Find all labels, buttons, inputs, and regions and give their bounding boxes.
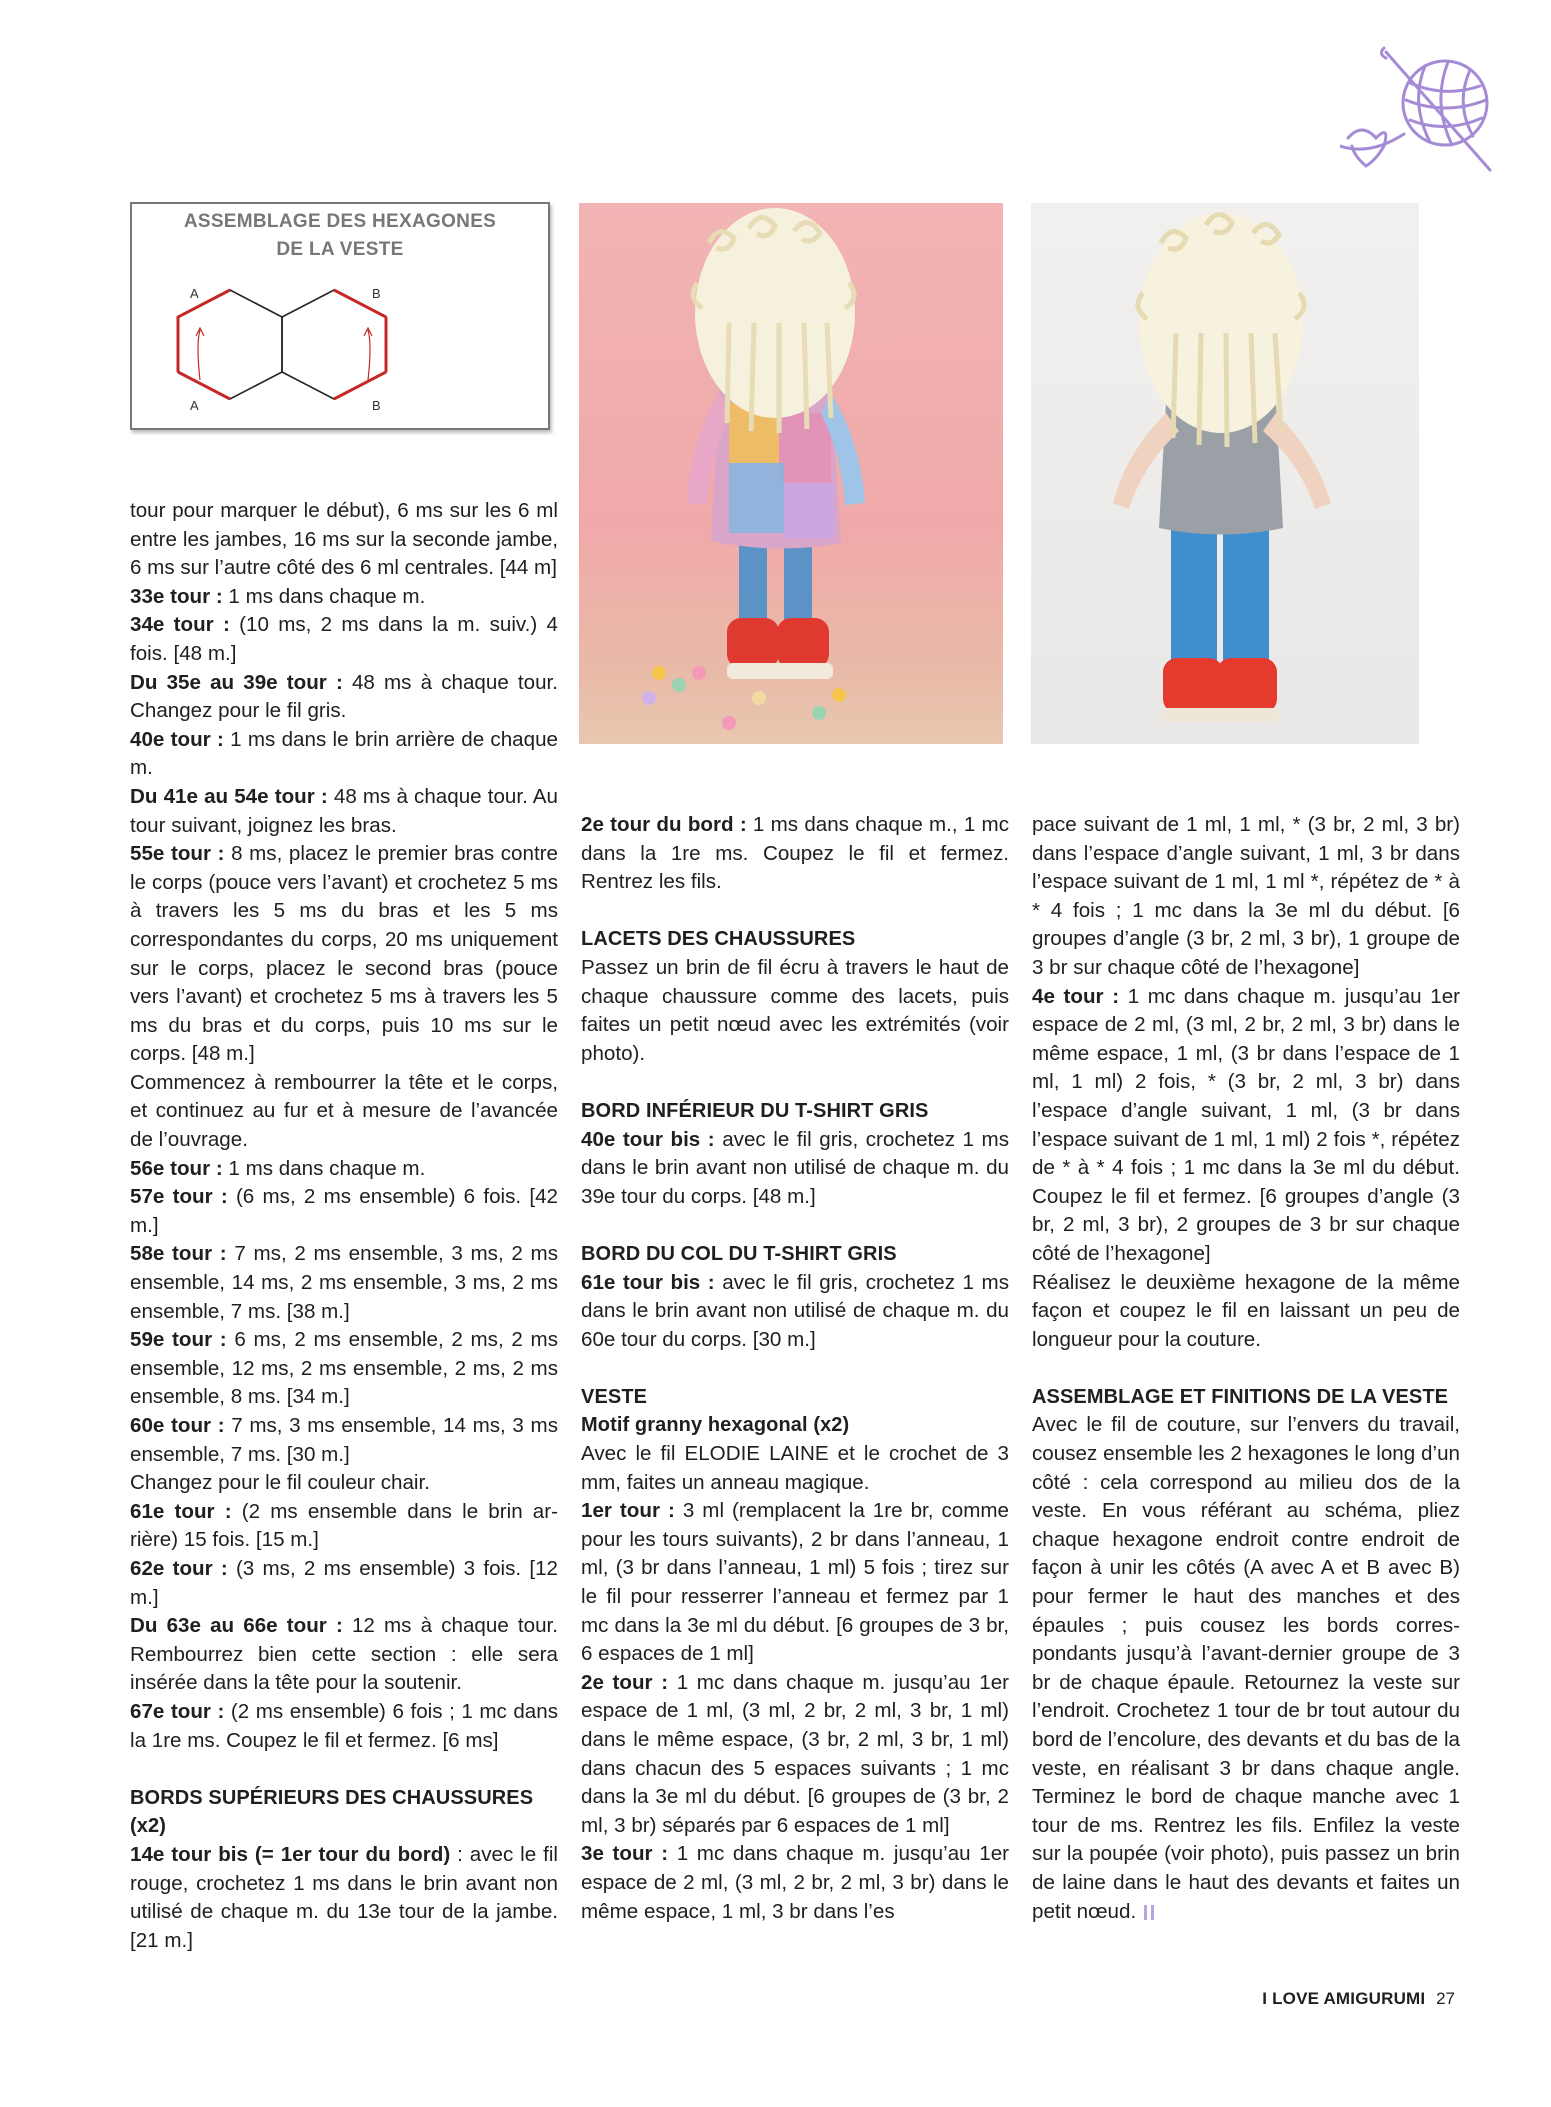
instruction-paragraph xyxy=(130,1612,558,1698)
step-label: 55e tour : xyxy=(130,842,225,866)
instruction-text: 1 mc dans chaque m. jusqu’au 1er espace de 2 ml, (3 ml, 2 br, 2 ml, 3 br) dans le même espace, 1 ml, (3 br dans l’espace de 1 ml, 1 ml) 2 fois, * (3 br, 2 ml, 3 br) dans l’espace d’angle suivant, 1 ml, (3 br dans l’espace suivant de 1 ml, 1 ml) 2 fois *, répétez de * à * 4 fois ; 1 mc dans la 3e ml du début. Coupez le fil et fermez. [6 groupes d’angle (3 br, 2 ml, 3 br), 2 groupes de 3 br sur chaque côté de l’hexagone] xyxy=(1032,984,1461,1265)
instruction-text: Avec le fil de couture, sur l’envers du travail, cousez ensemble les 2 hexagones le long d’un côté : cela correspond au milieu dos de la veste. En vous référant au schéma, pliez chaque hexagone endroit contre endroit de façon à unir les côtés (A avec A et B avec B) pour fermer le haut des manches et des épaules ; puis cousez les bords correspondants jusqu’à l’avant-dernier groupe de 3 br de chaque épaule. Retournez la veste sur l’endroit. Crochetez 1 tour de br tout autour du bord de l’encolure, des devants et du bas de la veste, en réalisant 3 br dans chaque angle. Terminez le bord de chaque manche avec 1 tour de ms. Rentrez les fils. Enfilez la veste sur la poupée (voir photo), puis passez un brin de laine dans le haut des devants et faites un petit nœud. xyxy=(1032,1413,1460,1923)
instruction-paragraph xyxy=(130,840,558,1069)
instruction-text: 8 ms, placez le premier bras contre le corps (pouce vers l’avant) et crochetez 5 ms à travers les 5 ms du bras et les 5 ms correspondantes du corps, 20 ms uniquement sur le corps, placez le second bras (pouce vers l’avant) et crochetez 5 ms à travers les 5 ms du bras et du corps, puis 10 ms sur le corps. [48 m.] xyxy=(130,842,558,1066)
instruction-paragraph xyxy=(581,1269,1009,1355)
instruction-text: (2 ms ensemble dans le brin arrière) 15 fois. [15 m.] xyxy=(130,1499,558,1552)
instruction-paragraph xyxy=(130,611,558,668)
paragraph-spacer xyxy=(581,1068,1009,1097)
instruction-paragraph xyxy=(130,497,558,583)
instruction-paragraph xyxy=(581,1126,1009,1212)
step-label: 4e tour : xyxy=(1032,984,1120,1008)
instruction-text: Changez pour le fil couleur chair. xyxy=(130,1471,430,1495)
text-column-1 xyxy=(130,497,558,1955)
instruction-paragraph xyxy=(1032,1411,1460,1926)
step-label: 60e tour : xyxy=(130,1414,225,1437)
step-label: 67e tour : xyxy=(130,1699,225,1723)
section-heading: BORD INFÉRIEUR DU T-SHIRT GRIS xyxy=(581,1099,929,1122)
instruction-text: Réalisez le deuxième hexagone de la même façon et coupez le fil en laissant un peu de longueur pour la couture. xyxy=(1032,1270,1460,1351)
instruction-text: Passez un brin de fil écru à travers le haut de chaque chaussure comme des lacets, puis faites un petit nœud avec les extrémités (voir photo). xyxy=(581,955,1009,1065)
instruction-paragraph xyxy=(130,1069,558,1155)
step-label: 57e tour : xyxy=(130,1185,228,1209)
instruction-text: 1 ms dans chaque m., 1 mc dans la 1re ms. Coupez le fil et fermez. Rentrez les fils. xyxy=(581,813,1010,894)
instruction-paragraph xyxy=(130,583,558,612)
end-mark-icon xyxy=(1144,1905,1154,1920)
instruction-paragraph xyxy=(130,1240,558,1326)
instruction-paragraph xyxy=(581,811,1009,897)
instruction-paragraph xyxy=(130,1183,558,1240)
instruction-paragraph xyxy=(581,1440,1009,1497)
step-label: 62e tour : xyxy=(130,1556,228,1580)
instruction-text: avec le fil gris, crochetez 1 ms dans le brin avant non utilisé de chaque m. du 60e tour du corps. [30 m.] xyxy=(581,1270,1009,1351)
step-label: Du 41e au 54e tour : xyxy=(130,784,328,808)
instruction-text: pace suivant de 1 ml, 1 ml, * (3 br, 2 ml, 3 br) dans l’espace d’angle suivant, 1 ml, 3 br dans l’espace suivant de 1 ml, 1 ml *, répétez de * à * 4 fois ; 1 mc dans la 3e ml du début. [6 groupes d’angle (3 br, 2 ml, 3 br), 1 groupe de 3 br sur chaque côté de l’hexagone] xyxy=(1032,813,1460,979)
magazine-name: I LOVE AMIGURUMI xyxy=(1262,1989,1426,2008)
instruction-paragraph xyxy=(130,1698,558,1755)
instruction-text: tour pour marquer le début), 6 ms sur les 6 ml entre les jambes, 16 ms sur la seconde jambe, 6 ms sur l’autre côté des 6 ml centrales. [44 m] xyxy=(130,499,558,580)
section-heading: LACETS DES CHAUSSURES xyxy=(581,928,856,951)
instruction-text: 48 ms à chaque tour. Au tour suivant, joignez les bras. xyxy=(130,784,558,837)
section-heading: BORDS SUPÉRIEURS DES CHAUSSURES (x2) xyxy=(130,1786,534,1838)
paragraph-spacer xyxy=(581,1354,1009,1383)
instruction-text: 12 ms à chaque tour. Rembourrez bien cette section : elle sera insérée dans la tête pour la soutenir. xyxy=(130,1614,558,1695)
instruction-text: 1 ms dans chaque m. xyxy=(222,584,426,608)
diagram-label-b-bottom: B xyxy=(372,398,381,413)
paragraph-spacer xyxy=(130,1755,558,1784)
text-column-3 xyxy=(1032,811,1460,1926)
step-label: 2e tour : xyxy=(581,1670,669,1694)
yarn-ball-logo-icon xyxy=(1340,38,1510,178)
instruction-text: 7 ms, 3 ms ensemble, 14 ms, 3 ms ensemble, 7 ms. [30 m.] xyxy=(130,1414,558,1466)
section-heading: ASSEMBLAGE ET FINITIONS DE LA VESTE xyxy=(1032,1385,1449,1408)
step-label: 3e tour : xyxy=(581,1842,669,1866)
instruction-paragraph xyxy=(130,783,558,840)
instruction-text: 48 ms à chaque tour. Changez pour le fil gris. xyxy=(130,670,558,723)
instruction-text: (10 ms, 2 ms dans la m. suiv.) 4 fois. [48 m.] xyxy=(130,613,558,665)
paragraph-spacer xyxy=(581,897,1009,926)
step-label: 40e tour : xyxy=(130,727,224,751)
instruction-text: (2 ms ensemble) 6 fois ; 1 mc dans la 1re ms. Coupez le fil et fermez. [6 ms] xyxy=(130,1699,558,1752)
diagram-title-line1: ASSEMBLAGE DES HEXAGONES xyxy=(183,211,497,232)
diagram-label-a-top: A xyxy=(190,286,199,301)
instruction-paragraph xyxy=(1032,811,1460,983)
step-label: 61e tour : xyxy=(130,1499,232,1523)
step-label: 59e tour : xyxy=(130,1328,227,1352)
instruction-text: 7 ms, 2 ms ensemble, 3 ms, 2 ms ensemble, 14 ms, 2 ms ensemble, 3 ms, 2 ms ensemble, 7 ms. [38 m.] xyxy=(130,1242,558,1323)
step-label: 58e tour : xyxy=(130,1242,227,1266)
diagram-label-a-bottom: A xyxy=(190,398,199,413)
instruction-paragraph xyxy=(581,1840,1009,1926)
hexagon-diagram-svg xyxy=(132,204,548,428)
instruction-paragraph xyxy=(130,669,558,726)
step-label: 40e tour bis : xyxy=(581,1127,715,1151)
diagram-title-line2: DE LA VESTE xyxy=(276,239,404,260)
step-label: 14e tour bis (= 1er tour du bord) xyxy=(130,1842,451,1866)
paragraph-spacer xyxy=(581,1211,1009,1240)
doll-photo-back-tshirt xyxy=(1031,203,1419,744)
step-label: 61e tour bis : xyxy=(581,1270,715,1294)
instruction-paragraph xyxy=(130,1155,558,1184)
step-label: 56e tour : xyxy=(130,1156,223,1180)
step-label: Du 63e au 66e tour : xyxy=(130,1614,343,1638)
diagram-label-b-top: B xyxy=(372,286,381,301)
instruction-paragraph xyxy=(581,954,1009,1068)
instruction-paragraph xyxy=(130,1841,558,1955)
instruction-paragraph xyxy=(130,726,558,783)
instruction-paragraph xyxy=(130,1412,558,1469)
section-heading: Motif granny hexagonal (x2) xyxy=(581,1414,850,1437)
instruction-text: (3 ms, 2 ms ensemble) 3 fois. [12 m.] xyxy=(130,1556,558,1609)
instruction-paragraph xyxy=(1032,1269,1460,1355)
instruction-text: 1 mc dans chaque m. jusqu’au 1er espace de 2 ml, (3 ml, 2 br, 2 ml, 3 br) dans le même espace, 1 ml, 3 br dans l’es xyxy=(581,1842,1010,1923)
instruction-text: 6 ms, 2 ms ensemble, 2 ms, 2 ms ensemble, 12 ms, 2 ms ensemble, 2 ms, 2 ms ensemble, 8 ms. [34 m.] xyxy=(130,1328,558,1409)
instruction-text: Commencez à rembourrer la tête et le corps, et continuez au fur et à mesure de l’avancée de l’ouvrage. xyxy=(130,1070,558,1152)
instruction-paragraph xyxy=(130,1498,558,1555)
doll-photo-back-jacket xyxy=(579,203,1003,744)
page-number: 27 xyxy=(1436,1989,1455,2008)
step-label: 33e tour : xyxy=(130,584,223,608)
section-heading: BORD DU COL DU T-SHIRT GRIS xyxy=(581,1242,897,1265)
section-heading: VESTE xyxy=(581,1385,648,1408)
step-label: Du 35e au 39e tour : xyxy=(130,670,343,694)
step-label: 1er tour : xyxy=(581,1499,675,1523)
instruction-paragraph xyxy=(581,1669,1009,1841)
instruction-text: 3 ml (remplacent la 1re br, comme pour les tours suivants), 2 br dans l’anneau, 1 ml, (3 br dans l’anneau, 1 ml) 5 fois ; tirez sur le fil pour resserrer l’anneau et fermez par 1 mc dans la 3e ml du début. [6 groupes de 3 br, 6 espaces de 1 ml] xyxy=(581,1499,1009,1666)
instruction-text: (6 ms, 2 ms ensemble) 6 fois. [42 m.] xyxy=(130,1185,558,1237)
instruction-paragraph xyxy=(1032,983,1460,1269)
hexagon-assembly-diagram xyxy=(130,202,550,430)
instruction-text: : avec le fil rouge, crochetez 1 ms dans le brin avant non utilisé de chaque m. du 13e tour de la jambe. [21 m.] xyxy=(130,1842,558,1952)
step-label: 2e tour du bord : xyxy=(581,813,747,836)
page-footer xyxy=(1262,1988,1455,2010)
instruction-paragraph xyxy=(581,1497,1009,1669)
instruction-text: 1 mc dans chaque m. jusqu’au 1er espace de 1 ml, (3 ml, 2 br, 2 ml, 3 br, 1 ml) dans le même espace, (3 br, 2 ml, 3 br, 1 ml) dans chacun des 5 espaces suivants ; 1 mc dans la 3e ml du début. [6 groupes de (3 br, 2 ml, 3 br) séparés par 6 espaces de 1 ml] xyxy=(581,1670,1010,1837)
instruction-text: 1 ms dans chaque m. xyxy=(222,1156,426,1180)
instruction-text: Avec le fil ELODIE LAINE et le crochet de 3 mm, faites un anneau magique. xyxy=(581,1442,1009,1494)
instruction-paragraph xyxy=(130,1469,558,1498)
instruction-paragraph xyxy=(130,1326,558,1412)
paragraph-spacer xyxy=(1032,1354,1460,1383)
instruction-text: avec le fil gris, crochetez 1 ms dans le brin avant non utilisé de chaque m. du 39e tour du corps. [48 m.] xyxy=(581,1127,1009,1208)
instruction-paragraph xyxy=(130,1555,558,1612)
text-column-2 xyxy=(581,811,1009,1926)
step-label: 34e tour : xyxy=(130,613,230,637)
instruction-text: 1 ms dans le brin arrière de chaque m. xyxy=(130,727,558,780)
